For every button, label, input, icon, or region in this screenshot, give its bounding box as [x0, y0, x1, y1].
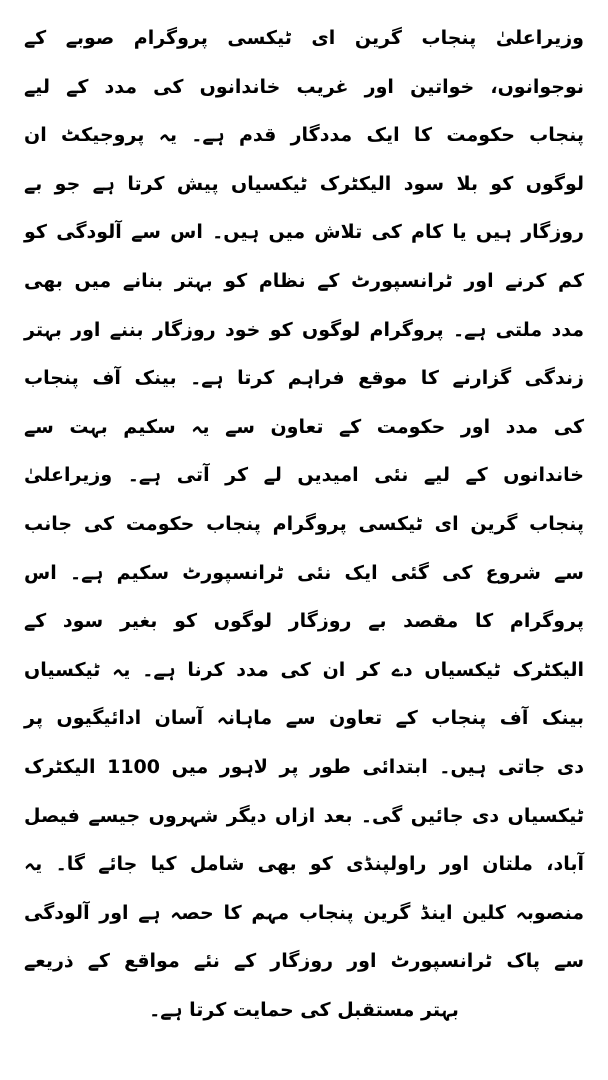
text-line: بینک آف پنجاب کے تعاون سے ماہانہ آسان ادائیگیوں پر — [24, 707, 584, 730]
text-line: دی جاتی ہیں۔ ابتدائی طور پر لاہور میں 1100 الیکٹرک — [24, 755, 584, 778]
text-line: سے پاک ٹرانسپورٹ اور روزگار کے نئے مواقع کے ذریعے — [24, 950, 584, 973]
text-line: لوگوں کو بلا سود الیکٹرک ٹیکسیاں پیش کرتا ہے جو بے — [24, 172, 584, 195]
text-line: سے شروع کی گئی ایک نئی ٹرانسپورٹ سکیم ہے۔ اس — [24, 561, 584, 584]
text-line: آباد، ملتان اور راولپنڈی کو بھی شامل کیا جائے گا۔ یہ — [24, 853, 584, 876]
text-line: نوجوانوں، خواتین اور غریب خاندانوں کی مدد کے لیے — [24, 75, 584, 98]
text-line: کی مدد اور حکومت کے تعاون سے یہ سکیم بہت سے — [24, 415, 584, 438]
text-line: کم کرنے اور ٹرانسپورٹ کے نظام کو بہتر بنانے میں بھی — [24, 269, 584, 292]
text-line: پنجاب گرین ای ٹیکسی پروگرام پنجاب حکومت کی جانب — [24, 512, 584, 535]
text-line: پروگرام کا مقصد بے روزگار لوگوں کو بغیر سود کے — [24, 610, 584, 633]
text-line-last: بہتر مستقبل کی حمایت کرتا ہے۔ — [149, 998, 459, 1021]
text-line: پنجاب حکومت کا ایک مددگار قدم ہے۔ یہ پروجیکٹ ان — [24, 124, 584, 147]
text-line: ٹیکسیاں دی جائیں گی۔ بعد ازاں دیگر شہروں جیسے فیصل — [24, 804, 584, 827]
text-line: وزیراعلیٰ پنجاب گرین ای ٹیکسی پروگرام صوبے کے — [24, 27, 584, 49]
text-line: الیکٹرک ٹیکسیاں دے کر ان کی مدد کرنا ہے۔ یہ ٹیکسیاں — [24, 658, 584, 681]
text-line: مدد ملتی ہے۔ پروگرام لوگوں کو خود روزگار بننے اور بہتر — [24, 318, 584, 341]
text-line: منصوبہ کلین اینڈ گرین پنجاب مہم کا حصہ ہے اور آلودگی — [24, 901, 584, 924]
text-line: زندگی گزارنے کا موقع فراہم کرتا ہے۔ بینک آف پنجاب — [24, 367, 584, 390]
text-line: خاندانوں کے لیے نئی امیدیں لے کر آتی ہے۔ وزیراعلیٰ — [24, 464, 584, 487]
text-line: روزگار ہیں یا کام کی تلاش میں ہیں۔ اس سے آلودگی کو — [24, 221, 584, 244]
